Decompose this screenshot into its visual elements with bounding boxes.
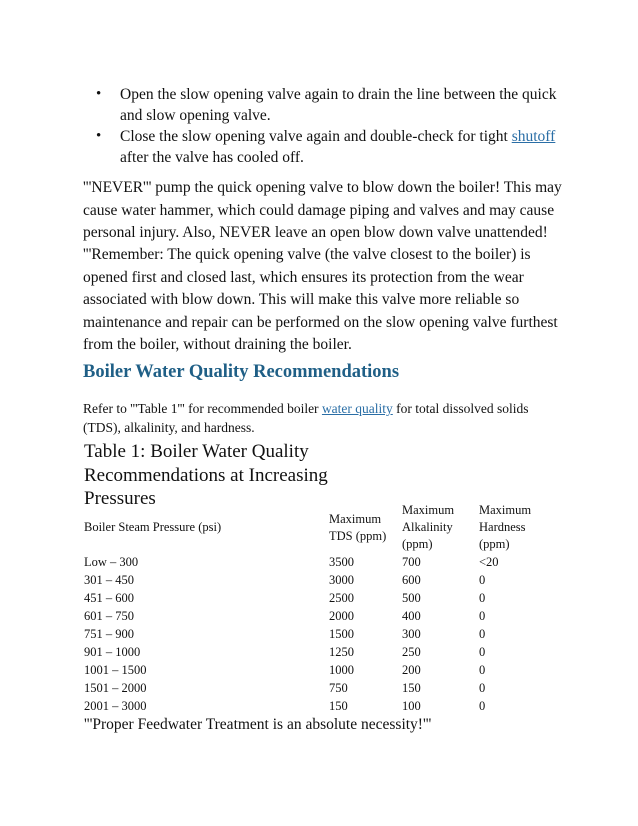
pressure-cell: 1501 – 2000 xyxy=(84,681,147,695)
alkalinity-cell: 150 xyxy=(402,681,421,695)
table-row xyxy=(84,643,554,661)
hardness-cell: 0 xyxy=(479,663,486,677)
tds-cell: 2500 xyxy=(329,591,354,605)
alkalinity-cell: 200 xyxy=(402,663,421,677)
hardness-cell: 0 xyxy=(479,591,486,605)
refer-text: for total dissolved solids (TDS), alkalinity, and hardness. xyxy=(83,401,529,435)
hardness-cell: 0 xyxy=(479,681,486,695)
hardness-cell: 0 xyxy=(479,573,486,587)
table-row xyxy=(84,697,554,715)
water-quality-table xyxy=(84,502,554,715)
tds-cell: 3000 xyxy=(329,573,354,587)
alkalinity-cell: 250 xyxy=(402,645,421,659)
table-row xyxy=(84,571,554,589)
tds-cell: 750 xyxy=(329,681,348,695)
shutoff-link[interactable]: shutoff xyxy=(511,128,556,145)
hardness-cell: 0 xyxy=(479,627,486,641)
table-row xyxy=(84,661,554,679)
tds-cell: 150 xyxy=(329,699,348,713)
hardness-cell: 0 xyxy=(479,699,486,713)
section-heading: Boiler Water Quality Recommendations xyxy=(83,362,400,382)
pressure-cell: 751 – 900 xyxy=(84,627,134,641)
bullet-text: after the valve has cooled off. xyxy=(120,149,304,166)
pressure-cell: 601 – 750 xyxy=(84,609,134,623)
pressure-cell: Low – 300 xyxy=(84,555,139,569)
tds-cell: 2000 xyxy=(329,609,354,623)
hardness-cell: <20 xyxy=(479,555,499,569)
water-quality-link[interactable]: water quality xyxy=(321,401,393,416)
pressure-cell: 1001 – 1500 xyxy=(84,663,147,677)
pressure-cell: 301 – 450 xyxy=(84,573,134,587)
pressure-cell: 901 – 1000 xyxy=(84,645,141,659)
tds-cell: 1000 xyxy=(329,663,354,677)
refer-text: Refer to '''Table 1''' for recommended boiler xyxy=(83,401,322,416)
header-alkalinity: Maximum Alkalinity (ppm) xyxy=(402,503,455,551)
remember-paragraph: '''Remember: The quick opening valve (the valve closest to the boiler) is opened first and closed last, which ensures its protection from the wear associated with blow down. This will make this valve more reliable so maintenance and repair can be performed on the slow opening valve furthest from the boiler, without draining the boiler. xyxy=(83,246,558,353)
never-paragraph: '''NEVER''' pump the quick opening valve to blow down the boiler! This may cause water hammer, which could damage piping and valves and may cause personal injury. Also, NEVER leave an open blow down valve unattended! xyxy=(83,179,562,241)
header-hardness: Maximum Hardness (ppm) xyxy=(479,503,532,551)
pressure-cell: 451 – 600 xyxy=(84,591,134,605)
alkalinity-cell: 600 xyxy=(402,573,421,587)
header-pressure: Boiler Steam Pressure (psi) xyxy=(84,520,222,534)
bullet-text: Close the slow opening valve again and double-check for tight xyxy=(120,128,512,145)
refer-paragraph xyxy=(83,399,553,437)
alkalinity-cell: 300 xyxy=(402,627,421,641)
table-row xyxy=(84,553,554,571)
alkalinity-cell: 700 xyxy=(402,555,421,569)
tds-cell: 3500 xyxy=(329,555,354,569)
table-row xyxy=(84,625,554,643)
hardness-cell: 0 xyxy=(479,609,486,623)
feedwater-note: '''Proper Feedwater Treatment is an absolute necessity!''' xyxy=(84,716,432,733)
tds-cell: 1500 xyxy=(329,627,354,641)
tds-cell: 1250 xyxy=(329,645,354,659)
table-title: Table 1: Boiler Water Quality Recommendations at Increasing Pressures xyxy=(84,441,328,509)
table-row xyxy=(84,589,554,607)
bullet-list xyxy=(96,84,566,168)
bullet-item-close xyxy=(96,126,566,168)
header-tds: Maximum TDS (ppm) xyxy=(329,511,387,543)
alkalinity-cell: 400 xyxy=(402,609,421,623)
pressure-cell: 2001 – 3000 xyxy=(84,699,147,713)
alkalinity-cell: 100 xyxy=(402,699,421,713)
bullet-item-drain xyxy=(96,84,566,126)
bullet-text: Open the slow opening valve again to drain the line between the quick and slow opening valve. xyxy=(120,86,557,124)
hardness-cell: 0 xyxy=(479,645,486,659)
alkalinity-cell: 500 xyxy=(402,591,421,605)
table-header-row xyxy=(84,502,554,553)
table-row xyxy=(84,679,554,697)
table-row xyxy=(84,607,554,625)
